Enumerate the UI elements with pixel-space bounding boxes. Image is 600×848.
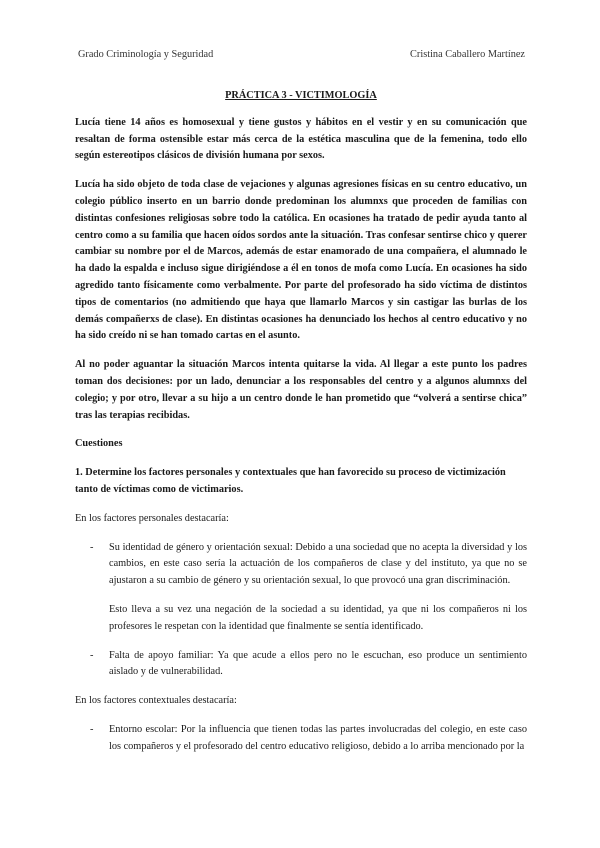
document-body — [75, 88, 527, 768]
header-left: Grado Criminología y Seguridad — [78, 49, 214, 60]
personal-factors-list — [75, 540, 527, 682]
list-item-text: Falta de apoyo familiar: Ya que acude a ellos pero no le escuchan, eso produce un sentimiento aislado y de vulnerabilidad. — [109, 649, 527, 678]
list-item — [75, 540, 527, 636]
cuestiones-heading: Cuestiones — [75, 438, 123, 450]
case-paragraph-2: Lucía ha sido objeto de toda clase de vejaciones y algunas agresiones físicas en su centro educativo, un colegio público inserto en un barrio donde predominan los alumnxs que proceden de familias con distintas confesiones religiosas sobre todo la católica. En ocasiones ha tratado de pedir ayuda tanto al centro como a su familia que hacen oídos sordos ante la situación. Tras confesar sentirse chico y querer cambiar su nombre por el de Marcos, además de estar enamorado de una compañera, el alumnado le ha dado la espalda e incluso sigue dirigiéndose a él en tonos de mofa como Lucía. En ocasiones ha sido agredido tanto físicamente como verbalmente. Por parte del profesorado ha sido víctima de distintos tipos de comentarios (no admitiendo que haya que llamarlo Marcos y sin castigar las burlas de los demás compañerxs de clase). En distintas ocasiones ha denunciado los hechos al centro educativo y no ha sido creído ni se han tomado cartas en el asunto. — [75, 179, 527, 342]
personal-factors-intro: En los factores personales destacaría: — [75, 512, 229, 524]
list-item — [75, 648, 527, 682]
header-right: Cristina Caballero Martínez — [410, 49, 525, 60]
list-item-text: Entorno escolar: Por la influencia que tienen todas las partes involucradas del colegio, en este caso los compañeros y el profesorado del centro educativo religioso, debido a lo arriba mencionado por la — [109, 723, 527, 752]
list-item — [75, 722, 527, 756]
contextual-factors-list — [75, 722, 527, 756]
list-dash: - — [90, 723, 94, 735]
list-dash: - — [90, 541, 94, 553]
list-item-extra: Esto lleva a su vez una negación de la sociedad a su identidad, ya que ni los compañeros ni los profesores le respetan con la identidad que finalmente se sentía identificado. — [109, 603, 527, 632]
case-paragraph-1: Lucía tiene 14 años es homosexual y tiene gustos y hábitos en el vestir y en su comunicación que resaltan de forma ostensible estar más cerca de la estética masculina que de la femenina, todo ello según estereotipos clásicos de división humana por sexos. — [75, 116, 527, 162]
list-dash: - — [90, 649, 94, 661]
contextual-factors-intro: En los factores contextuales destacaría: — [75, 695, 237, 707]
list-item-text: Su identidad de género y orientación sexual: Debido a una sociedad que no acepta la diversidad y los cambios, en este caso sería la actuación de los compañeros de clase y del instituto, ya que no se ajustaron a su cambio de género y su orientación sexual, lo que provocó una gran discriminación. — [109, 541, 527, 587]
case-paragraph-3: Al no poder aguantar la situación Marcos intenta quitarse la vida. Al llegar a este punto los padres toman dos decisiones: por un lado, denunciar a los responsables del centro y a algunos alumnxs del colegio; y por otro, llevar a su hijo a un centro donde le han prometido que “volverá a sentirse chica” tras las terapias recibidas. — [75, 359, 527, 421]
document-title: PRÁCTICA 3 - VICTIMOLOGÍA — [225, 90, 377, 101]
question-1: 1. Determine los factores personales y contextuales que han favorecido su proceso de victimización tanto de víctimas como de victimarios. — [75, 467, 506, 495]
page-header — [78, 49, 525, 60]
